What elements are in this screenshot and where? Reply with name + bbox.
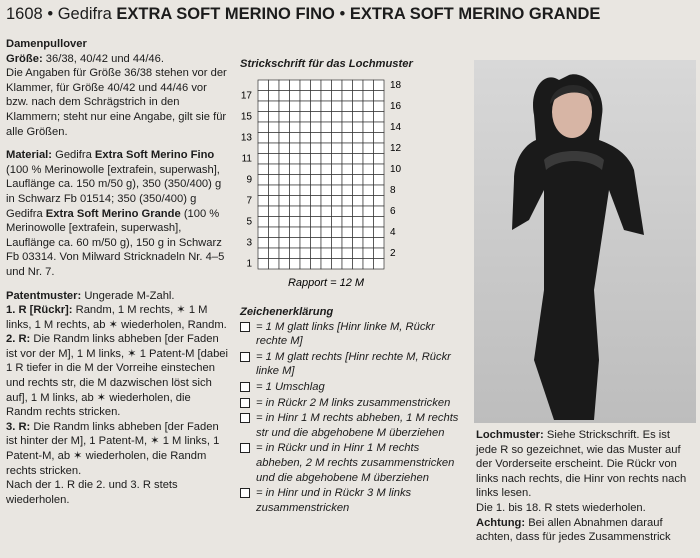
chart-cell: [290, 122, 301, 133]
chart-cell: [321, 164, 332, 175]
chart-cell: [311, 101, 322, 112]
chart-cell: [332, 185, 343, 196]
row-2-label: 2. R:: [6, 333, 31, 346]
chart-cell: [290, 80, 301, 91]
chart-cell: [269, 112, 280, 123]
chart-cell: [321, 185, 332, 196]
symbol-sk2p-icon: [240, 443, 250, 453]
repeat-note: Nach der 1. R die 2. und 3. R stets wiederholen.: [6, 479, 178, 506]
chart-cell: [342, 133, 353, 144]
legend-item-2: [240, 350, 462, 379]
chart-cell: [290, 101, 301, 112]
chart-cell: [332, 154, 343, 165]
right-row-label: 8: [390, 185, 396, 196]
chart-cell: [374, 112, 385, 123]
material-text-1: (100 % Merinowolle [extrafein, superwash], Lauflänge ca. 150 m/50 g), 350 (350/400) g in Schwarz Fb 01514; 350 (350/400) g Gedifra: [6, 163, 222, 220]
chart-cell: [258, 196, 269, 207]
chart-cell: [258, 80, 269, 91]
chart-cell: [321, 217, 332, 228]
right-row-label: 10: [390, 164, 402, 175]
chart-cell: [300, 238, 311, 249]
chart-cell: [332, 143, 343, 154]
chart-cell: [363, 227, 374, 238]
chart-cell: [258, 91, 269, 102]
chart-cell: [342, 122, 353, 133]
chart-cell: [321, 143, 332, 154]
chart-cell: [258, 164, 269, 175]
chart-cell: [321, 112, 332, 123]
legend-item-7: [240, 486, 462, 515]
chart-cell: [311, 143, 322, 154]
chart-cell: [321, 248, 332, 259]
left-row-label: 13: [240, 132, 252, 144]
chart-cell: [332, 91, 343, 102]
chart-cell: [300, 80, 311, 91]
chart-cell: [363, 238, 374, 249]
chart-cell: [374, 185, 385, 196]
bullet-2: •: [339, 5, 346, 23]
chart-cell: [363, 164, 374, 175]
left-row-label: 1: [246, 258, 252, 270]
chart-cell: [290, 133, 301, 144]
chart-grid: [258, 80, 384, 269]
chart-cell: [290, 164, 301, 175]
legend-item-5: [240, 411, 462, 440]
chart-cell: [258, 259, 269, 270]
chart-cell: [353, 143, 364, 154]
chart-cell: [279, 217, 290, 228]
symbol-knit-icon: [240, 352, 250, 362]
size-label: Größe:: [6, 52, 43, 65]
chart-cell: [363, 101, 374, 112]
caption-label: Lochmuster:: [476, 429, 544, 441]
page-header: [6, 4, 696, 24]
chart-cell: [290, 154, 301, 165]
material-name-1: Extra Soft Merino Fino: [94, 149, 215, 162]
chart-cell: [300, 143, 311, 154]
chart-cell: [374, 122, 385, 133]
legend-item-1: [240, 320, 462, 349]
chart-cell: [374, 175, 385, 186]
chart-cell: [332, 112, 343, 123]
chart-cell: [300, 154, 311, 165]
left-row-label: 15: [240, 111, 252, 123]
chart-cell: [374, 217, 385, 228]
legend: [240, 305, 462, 516]
chart-cell: [353, 227, 364, 238]
attention-text: Bei allen Abnahmen darauf achten, dass für jedes Zusammenstrick: [476, 516, 671, 544]
right-row-label: 6: [390, 206, 396, 217]
chart-cell: [311, 164, 322, 175]
chart-cell: [363, 143, 374, 154]
left-row-label: 9: [246, 174, 252, 186]
legend-text-2: = 1 M glatt rechts [Hinr rechte M, Rückr linke M]: [256, 350, 451, 378]
chart-cell: [300, 227, 311, 238]
chart-cell: [279, 154, 290, 165]
chart-cell: [363, 259, 374, 270]
chart-cell: [374, 248, 385, 259]
chart-cell: [290, 91, 301, 102]
left-row-label: 17: [240, 90, 252, 102]
chart-cell: [363, 185, 374, 196]
chart-cell: [311, 259, 322, 270]
chart-cell: [290, 196, 301, 207]
yarn-name-2: EXTRA SOFT MERINO GRANDE: [349, 5, 601, 23]
chart-cell: [258, 217, 269, 228]
chart-cell: [342, 80, 353, 91]
chart-cell: [321, 80, 332, 91]
chart-cell: [353, 91, 364, 102]
stitch-chart: [236, 72, 416, 292]
chart-cell: [332, 259, 343, 270]
chart-cell: [374, 206, 385, 217]
chart-cell: [311, 112, 322, 123]
chart-cell: [300, 196, 311, 207]
chart-cell: [321, 259, 332, 270]
chart-cell: [290, 112, 301, 123]
chart-cell: [311, 80, 322, 91]
symbol-purl-icon: [240, 322, 250, 332]
chart-cell: [269, 259, 280, 270]
chart-cell: [342, 154, 353, 165]
chart-cell: [342, 227, 353, 238]
chart-cell: [363, 154, 374, 165]
chart-cell: [342, 185, 353, 196]
chart-cell: [311, 133, 322, 144]
left-row-label: 3: [246, 237, 252, 249]
chart-cell: [353, 80, 364, 91]
chart-cell: [269, 196, 280, 207]
chart-cell: [290, 227, 301, 238]
repeat-text: Die 1. bis 18. R stets wiederholen.: [476, 501, 646, 514]
chart-cell: [290, 143, 301, 154]
chart-cell: [311, 91, 322, 102]
chart-cell: [290, 259, 301, 270]
chart-cell: [363, 112, 374, 123]
material-needles: Von Milward Stricknadeln Nr. 4–5 und Nr. 7.: [6, 251, 225, 278]
chart-cell: [269, 206, 280, 217]
right-row-label: 12: [390, 143, 402, 154]
instructions-column: [6, 37, 228, 516]
chart-cell: [311, 206, 322, 217]
chart-cell: [311, 185, 322, 196]
chart-cell: [269, 154, 280, 165]
chart-cell: [311, 227, 322, 238]
row-3-label: 3. R:: [6, 420, 31, 433]
chart-cell: [300, 175, 311, 186]
chart-cell: [269, 133, 280, 144]
chart-cell: [311, 175, 322, 186]
chart-cell: [321, 122, 332, 133]
legend-item-4: [240, 396, 462, 411]
chart-cell: [279, 80, 290, 91]
chart-cell: [269, 122, 280, 133]
chart-cell: [363, 217, 374, 228]
chart-cell: [311, 248, 322, 259]
legend-title: Zeichenerklärung: [240, 306, 334, 318]
chart-cell: [321, 101, 332, 112]
legend-text-5: = in Hinr 1 M rechts abheben, 1 M rechts str und die abgehobene M überziehen: [256, 412, 459, 439]
legend-text-7: = in Hinr und in Rückr 3 M links zusammenstricken: [256, 487, 412, 514]
chart-cell: [269, 227, 280, 238]
chart-cell: [342, 112, 353, 123]
chart-cell: [353, 217, 364, 228]
left-row-label: 11: [241, 153, 252, 165]
attention-label: Achtung:: [476, 516, 526, 529]
chart-cell: [342, 91, 353, 102]
chart-cell: [290, 175, 301, 186]
chart-cell: [363, 133, 374, 144]
material-text-2: (100 % Merinowolle [extrafein, superwash], Lauflänge ca. 60 m/50 g), 150 g in Schwarz Fb 03314.: [6, 207, 222, 264]
chart-cell: [258, 227, 269, 238]
patent-value: Ungerade M-Zahl.: [84, 289, 175, 302]
symbol-k2tog-icon: [240, 398, 250, 408]
chart-cell: [279, 175, 290, 186]
chart-cell: [279, 91, 290, 102]
chart-cell: [269, 185, 280, 196]
model-photo: [474, 60, 696, 423]
chart-cell: [279, 196, 290, 207]
chart-cell: [342, 248, 353, 259]
chart-cell: [353, 185, 364, 196]
chart-cell: [311, 122, 322, 133]
right-row-label: 2: [390, 248, 396, 259]
chart-cell: [279, 227, 290, 238]
photo-description: [476, 428, 694, 545]
chart-cell: [332, 101, 343, 112]
row-1-label: 1. R [Rückr]:: [6, 304, 73, 317]
chart-cell: [342, 206, 353, 217]
chart-cell: [342, 175, 353, 186]
chart-cell: [353, 196, 364, 207]
size-value: 36/38, 40/42 und 44/46.: [45, 52, 164, 65]
patent-label: Patentmuster:: [6, 289, 82, 302]
chart-cell: [321, 227, 332, 238]
chart-cell: [311, 217, 322, 228]
chart-cell: [300, 122, 311, 133]
chart-cell: [374, 259, 385, 270]
chart-cell: [269, 80, 280, 91]
chart-cell: [363, 80, 374, 91]
chart-cell: [374, 91, 385, 102]
chart-cell: [258, 185, 269, 196]
chart-cell: [258, 206, 269, 217]
chart-cell: [374, 227, 385, 238]
chart-cell: [353, 175, 364, 186]
chart-cell: [321, 91, 332, 102]
chart-cell: [258, 101, 269, 112]
rapport-label: Rapport = 12 M: [287, 277, 365, 289]
chart-cell: [353, 133, 364, 144]
chart-cell: [321, 238, 332, 249]
chart-cell: [300, 91, 311, 102]
chart-cell: [332, 227, 343, 238]
chart-cell: [374, 80, 385, 91]
chart-cell: [353, 101, 364, 112]
chart-cell: [353, 248, 364, 259]
chart-cell: [290, 206, 301, 217]
chart-cell: [332, 164, 343, 175]
symbol-p3tog-icon: [240, 488, 250, 498]
legend-text-4: = in Rückr 2 M links zusammenstricken: [256, 396, 451, 409]
symbol-yarnover-icon: [240, 382, 250, 392]
row-3-text: Die Randm links abheben [der Faden ist hinter der M], 1 Patent-M, ✶ 1 M links, 1 Patent-M, ab ✶ wiederholen, die Randm rechts stricken.: [6, 420, 220, 477]
chart-title: Strickschrift für das Lochmuster: [240, 58, 413, 70]
chart-cell: [363, 196, 374, 207]
chart-cell: [353, 206, 364, 217]
left-row-label: 5: [246, 216, 252, 228]
chart-cell: [300, 185, 311, 196]
pattern-number: 1608: [6, 5, 43, 23]
chart-cell: [321, 175, 332, 186]
row-2-text: Die Randm links abheben [der Faden ist vor der M], 1 M links, ✶ 1 Patent-M [dabei 1 R tiefer in die M der Vorreihe einstechen und rechts str, die M dazwischen löst sich auf], 1 M links, ab ✶ wiederholen, die Randm rechts stricken.: [6, 333, 229, 419]
chart-cell: [342, 143, 353, 154]
chart-cell: [374, 154, 385, 165]
chart-cell: [311, 196, 322, 207]
chart-cell: [342, 164, 353, 175]
chart-cell: [279, 248, 290, 259]
chart-cell: [258, 122, 269, 133]
chart-cell: [342, 217, 353, 228]
right-row-label: 14: [390, 122, 402, 133]
chart-cell: [311, 154, 322, 165]
chart-cell: [342, 259, 353, 270]
chart-cell: [290, 185, 301, 196]
chart-cell: [269, 101, 280, 112]
chart-cell: [332, 238, 343, 249]
chart-cell: [269, 164, 280, 175]
chart-cell: [269, 238, 280, 249]
chart-cell: [279, 143, 290, 154]
chart-cell: [300, 248, 311, 259]
chart-cell: [279, 112, 290, 123]
chart-cell: [374, 133, 385, 144]
chart-cell: [321, 206, 332, 217]
chart-cell: [279, 185, 290, 196]
material-brand: Gedifra: [55, 149, 92, 162]
chart-cell: [300, 133, 311, 144]
symbol-skp-icon: [240, 413, 250, 423]
chart-cell: [269, 217, 280, 228]
chart-cell: [321, 133, 332, 144]
chart-cell: [353, 164, 364, 175]
chart-cell: [300, 217, 311, 228]
chart-cell: [258, 175, 269, 186]
chart-cell: [342, 196, 353, 207]
legend-item-3: [240, 380, 462, 395]
chart-cell: [279, 133, 290, 144]
chart-cell: [353, 238, 364, 249]
chart-cell: [269, 143, 280, 154]
chart-cell: [258, 112, 269, 123]
material-label: Material:: [6, 149, 53, 162]
chart-cell: [258, 154, 269, 165]
brand: Gedifra: [57, 5, 112, 23]
chart-cell: [374, 143, 385, 154]
chart-cell: [353, 112, 364, 123]
chart-cell: [269, 91, 280, 102]
chart-cell: [290, 217, 301, 228]
right-row-label: 18: [390, 80, 402, 91]
material-name-2: Extra Soft Merino Grande: [45, 207, 181, 220]
legend-text-1: = 1 M glatt links [Hinr linke M, Rückr rechte M]: [256, 320, 435, 348]
chart-cell: [363, 122, 374, 133]
chart-cell: [332, 217, 343, 228]
left-row-label: 7: [246, 195, 252, 207]
chart-cell: [290, 248, 301, 259]
chart-cell: [279, 101, 290, 112]
legend-text-6: = in Rückr und in Hinr 1 M rechts abheben, 2 M rechts zusammenstricken und die abgehobene M überziehen: [256, 442, 455, 484]
chart-cell: [363, 175, 374, 186]
chart-cell: [300, 206, 311, 217]
chart-cell: [342, 101, 353, 112]
legend-item-6: [240, 441, 462, 485]
chart-cell: [332, 206, 343, 217]
legend-text-3: = 1 Umschlag: [256, 380, 325, 393]
chart-cell: [332, 175, 343, 186]
size-text: Die Angaben für Größe 36/38 stehen vor der Klammer, für Größe 40/42 und 44/46 vor bzw. nach dem Schrägstrich in den Klammern; steht nur eine Angabe, gilt sie für alle Größen.: [6, 67, 227, 138]
chart-cell: [363, 91, 374, 102]
chart-cell: [311, 238, 322, 249]
bullet: •: [47, 5, 54, 23]
chart-cell: [353, 122, 364, 133]
chart-cell: [279, 238, 290, 249]
chart-cell: [363, 248, 374, 259]
chart-cell: [332, 80, 343, 91]
right-row-label: 16: [390, 101, 402, 112]
garment-title: Damenpullover: [6, 38, 87, 50]
chart-cell: [300, 101, 311, 112]
chart-cell: [258, 248, 269, 259]
chart-cell: [290, 238, 301, 249]
chart-cell: [269, 248, 280, 259]
chart-cell: [279, 259, 290, 270]
chart-cell: [374, 101, 385, 112]
chart-cell: [258, 238, 269, 249]
chart-cell: [279, 122, 290, 133]
chart-cell: [300, 112, 311, 123]
chart-cell: [374, 196, 385, 207]
chart-cell: [279, 206, 290, 217]
chart-cell: [374, 164, 385, 175]
chart-cell: [300, 164, 311, 175]
chart-cell: [363, 206, 374, 217]
right-row-label: 4: [390, 227, 396, 238]
chart-cell: [258, 133, 269, 144]
chart-cell: [353, 154, 364, 165]
row-1-text: Randm, 1 M rechts, ✶ 1 M links, 1 M rechts, ab ✶ wiederholen, Randm.: [6, 304, 227, 331]
chart-cell: [332, 196, 343, 207]
chart-cell: [342, 238, 353, 249]
chart-cell: [258, 143, 269, 154]
chart-cell: [332, 248, 343, 259]
chart-cell: [353, 259, 364, 270]
chart-cell: [300, 259, 311, 270]
chart-cell: [332, 122, 343, 133]
chart-cell: [332, 133, 343, 144]
chart-cell: [321, 196, 332, 207]
chart-cell: [269, 175, 280, 186]
chart-cell: [374, 238, 385, 249]
chart-cell: [321, 154, 332, 165]
yarn-name-1: EXTRA SOFT MERINO FINO: [116, 5, 335, 23]
chart-cell: [279, 164, 290, 175]
caption-text: Siehe Strickschrift. Es ist jede R so gezeichnet, wie das Muster auf der Vorderseite erscheint. Die Rückr von links nach rechts, die Hinr von rechts nach links lesen.: [476, 429, 687, 500]
